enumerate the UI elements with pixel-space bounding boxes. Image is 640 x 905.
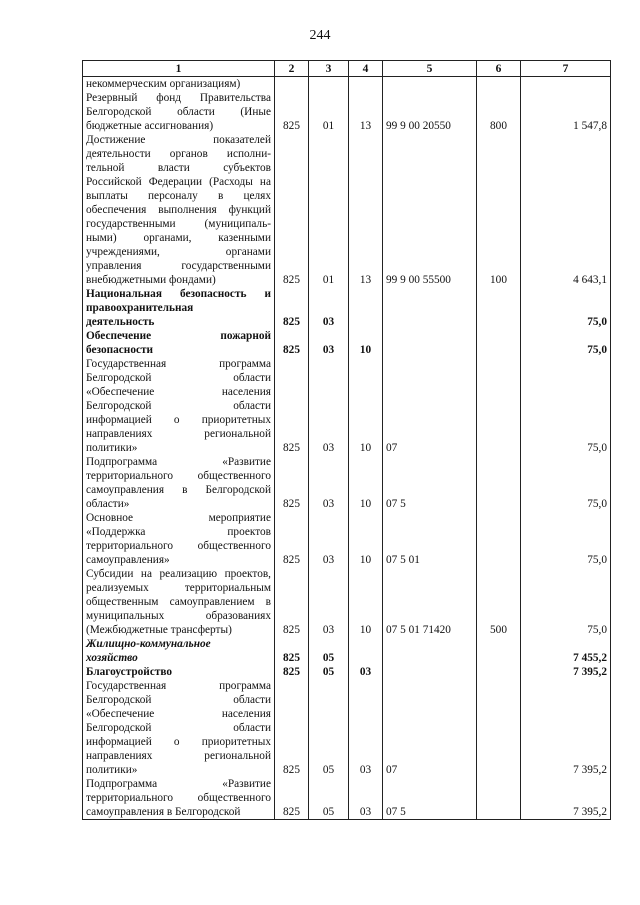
cell-c4: 03 [349,679,383,777]
cell-c3 [309,77,349,92]
cell-c2: 825 [275,133,309,287]
cell-c6 [477,357,521,455]
cell-c6 [477,777,521,820]
cell-c3: 03 [309,567,349,637]
row-name-line: тельной власти субъектов [86,162,271,174]
table-row [83,357,611,455]
row-name-line: информацией о приоритетных [86,414,271,426]
cell-c5 [383,77,477,92]
cell-c7: 7 395,2 [521,679,611,777]
cell-c4: 03 [349,777,383,820]
column-header-2: 2 [275,61,309,77]
table-row [83,637,611,665]
cell-c7: 7 455,2 [521,637,611,665]
cell-c7: 1 547,8 [521,91,611,133]
row-name-line: территориального общественного [86,540,271,552]
cell-c2: 825 [275,287,309,329]
cell-c4: 10 [349,567,383,637]
cell-c5: 07 5 01 71420 [383,567,477,637]
row-name-line: Российской Федерации (Расходы на [86,176,271,188]
cell-c3: 03 [309,357,349,455]
cell-c4 [349,637,383,665]
row-name-line: (Межбюджетные трансферты) [86,624,232,636]
cell-c4 [349,287,383,329]
cell-c3: 03 [309,329,349,357]
row-name-line: направлениях региональной [86,750,271,762]
cell-c2: 825 [275,455,309,511]
row-name-line: Белгородской области (Иные [86,106,271,118]
cell-c7: 75,0 [521,511,611,567]
cell-c7: 75,0 [521,329,611,357]
cell-c7: 75,0 [521,455,611,511]
table-row [83,511,611,567]
row-name-line: Белгородской области [86,694,271,706]
cell-c4 [349,77,383,92]
table-row [83,287,611,329]
row-name-line: деятельности органов исполни- [86,148,271,160]
row-name-line: территориального общественного [86,792,271,804]
row-name [83,91,275,133]
row-name-line: «Обеспечение населения [86,708,271,720]
cell-c6 [477,511,521,567]
row-name-line: учреждениями, органами [86,246,271,258]
row-name-line: направлениях региональной [86,428,271,440]
column-header-3: 3 [309,61,349,77]
column-header-5: 5 [383,61,477,77]
table-row [83,777,611,820]
cell-c7 [521,77,611,92]
row-name [83,287,275,329]
row-name [83,679,275,777]
cell-c5 [383,329,477,357]
column-header-4: 4 [349,61,383,77]
cell-c3: 03 [309,455,349,511]
column-header-1: 1 [83,61,275,77]
cell-c2: 825 [275,637,309,665]
row-name-line: некоммерческим организациям) [86,78,241,90]
cell-c6 [477,637,521,665]
row-name-line: самоуправления» [86,554,170,566]
cell-c5: 07 5 [383,777,477,820]
cell-c6 [477,455,521,511]
cell-c2: 825 [275,679,309,777]
cell-c5 [383,637,477,665]
row-name [83,665,275,679]
cell-c3: 05 [309,637,349,665]
table-row [83,567,611,637]
table-row [83,77,611,92]
row-name-line: области» [86,498,130,510]
row-name [83,777,275,820]
cell-c6: 100 [477,133,521,287]
cell-c7: 75,0 [521,287,611,329]
row-name-line: управления государственными [86,260,271,272]
budget-table [82,60,611,820]
cell-c4: 13 [349,91,383,133]
row-name-line: общественным самоуправлением в [86,596,271,608]
row-name-line: Подпрограмма «Развитие [86,778,271,790]
row-name-line: безопасности [86,344,154,356]
cell-c2: 825 [275,329,309,357]
row-name-line: Резервный фонд Правительства [86,92,271,104]
cell-c7: 4 643,1 [521,133,611,287]
cell-c4: 10 [349,455,383,511]
row-name-line: Субсидии на реализацию проектов, [86,568,271,580]
row-name-line: правоохранительная [86,302,194,314]
cell-c2: 825 [275,567,309,637]
cell-c2: 825 [275,665,309,679]
cell-c6 [477,287,521,329]
cell-c4: 10 [349,329,383,357]
row-name-line: «Обеспечение населения [86,386,271,398]
cell-c5: 07 5 01 [383,511,477,567]
cell-c3: 03 [309,287,349,329]
row-name [83,133,275,287]
cell-c4: 10 [349,357,383,455]
cell-c3: 05 [309,777,349,820]
cell-c5: 07 [383,679,477,777]
cell-c2: 825 [275,357,309,455]
cell-c3: 01 [309,91,349,133]
cell-c6 [477,679,521,777]
column-header-6: 6 [477,61,521,77]
cell-c2: 825 [275,777,309,820]
table-header [83,61,611,77]
cell-c4: 10 [349,511,383,567]
cell-c5 [383,665,477,679]
cell-c2 [275,77,309,92]
table-row [83,679,611,777]
row-name-line: обеспечения выполнения функций [86,204,271,216]
cell-c3: 05 [309,679,349,777]
row-name-line: Белгородской области [86,722,271,734]
row-name-line: самоуправления в Белгородской [86,484,271,496]
row-name-line: Национальная безопасность и [86,288,271,300]
cell-c4: 03 [349,665,383,679]
header-row [83,61,611,77]
page-number: 244 [309,28,331,43]
cell-c5: 07 [383,357,477,455]
cell-c3: 05 [309,665,349,679]
column-header-7: 7 [521,61,611,77]
cell-c7: 75,0 [521,357,611,455]
row-name-line: бюджетные ассигнования) [86,120,214,132]
row-name [83,637,275,665]
row-name-line: Обеспечение пожарной [86,330,271,342]
row-name-line: политики» [86,442,138,454]
row-name-line: выплаты персоналу в целях [86,190,271,202]
row-name-line: Достижение показателей [86,134,271,146]
row-name-line: Основное мероприятие [86,512,271,524]
row-name [83,455,275,511]
cell-c2: 825 [275,91,309,133]
cell-c5 [383,287,477,329]
row-name-line: государственными (муниципаль- [86,218,271,230]
row-name-line: Белгородской области [86,400,271,412]
row-name-line: Жилищно-коммунальное [86,638,211,650]
row-name [83,77,275,92]
cell-c6: 800 [477,91,521,133]
table-row [83,455,611,511]
cell-c6 [477,665,521,679]
row-name [83,511,275,567]
table-row [83,329,611,357]
row-name [83,329,275,357]
row-name-line: самоуправления в Белгородской [86,806,241,818]
cell-c3: 01 [309,133,349,287]
row-name-line: Благоустройство [86,666,173,678]
row-name-line: информацией о приоритетных [86,736,271,748]
cell-c6: 500 [477,567,521,637]
row-name-line: деятельность [86,316,155,328]
table-body [83,77,611,820]
cell-c3: 03 [309,511,349,567]
table-row [83,665,611,679]
table-row [83,133,611,287]
cell-c6 [477,329,521,357]
row-name [83,567,275,637]
row-name-line: территориального общественного [86,470,271,482]
row-name-line: Белгородской области [86,372,271,384]
row-name-line: хозяйство [86,652,138,664]
row-name-line: ными) органами, казенными [86,232,271,244]
cell-c7: 7 395,2 [521,665,611,679]
cell-c7: 7 395,2 [521,777,611,820]
cell-c5: 99 9 00 20550 [383,91,477,133]
row-name-line: муниципальных образованиях [86,610,271,622]
row-name [83,357,275,455]
row-name-line: Подпрограмма «Развитие [86,456,271,468]
row-name-line: реализуемых территориальным [86,582,271,594]
cell-c5: 99 9 00 55500 [383,133,477,287]
row-name-line: внебюджетными фондами) [86,274,216,286]
cell-c4: 13 [349,133,383,287]
row-name-line: Государственная программа [86,358,271,370]
cell-c5: 07 5 [383,455,477,511]
row-name-line: Государственная программа [86,680,271,692]
row-name-line: «Поддержка проектов [86,526,271,538]
table-row [83,91,611,133]
cell-c2: 825 [275,511,309,567]
cell-c6 [477,77,521,92]
cell-c7: 75,0 [521,567,611,637]
row-name-line: политики» [86,764,138,776]
